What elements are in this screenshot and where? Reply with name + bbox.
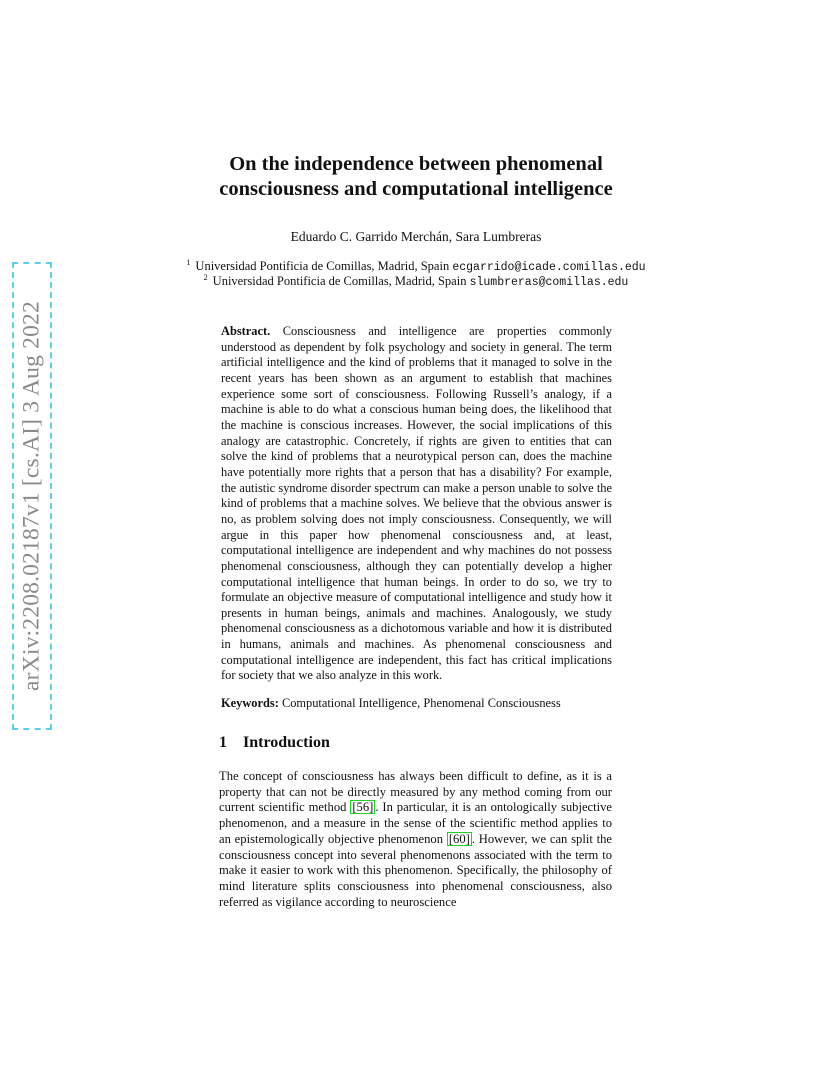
abstract-text: Consciousness and intelligence are properties commonly understood as dependent by folk psychology and society in general. The term artificial intelligence and the kind of problems that it managed to solve in the recent years has been shown as an argument to establish that machines experience some sort of consciousness. Following Russell’s analogy, if a machine is able to do what a conscious human being does, the likelihood that the machine is conscious increases. However, the social implications of this analogy are catastrophic. Concretely, if rights are given to entities that can solve the kind of problems that a neurotypical person can, does the machine have potentially more rights that a person that has a disability? For example, the autistic syndrome disorder spectrum can make a person unable to solve the kind of problems that a machine solves. We believe that the obvious answer is no, as problem solving does not imply consciousness. Consequently, we will argue in this paper how phenomenal consciousness and, at least, computational intelligence are independent and why machines do not possess phenomenal consciousness, although they can potentially develop a higher computational intelligence that human beings. In order to do so, we try to formulate an objective measure of computational intelligence and study how it presents in human beings, animals and machines. Analogously, we study phenomenal consciousness as a dichotomous variable and how it is distributed in humans, animals and machines. As phenomenal consciousness and computational intelligence are independent, this fact has critical implications for society that we also analyze in this work.	[221, 324, 612, 683]
paper-title	[150, 152, 682, 202]
section-title-text: Introduction	[243, 734, 330, 751]
citation-link[interactable]: [60]	[448, 831, 470, 846]
intro-text-3: . However, we can split the consciousness concept into several phenomenons associated with the term to make it easier to work with this phenomenon. Specifically, the philosophy of mind literature splits consciousness into phenomenal consciousness, also referred as vigilance according to neuroscience	[219, 831, 613, 909]
arxiv-identifier: arXiv:2208.02187v1 [cs.AI] 3 Aug 2022	[18, 301, 45, 691]
section-heading	[219, 734, 330, 752]
author-list: Eduardo C. Garrido Merchán, Sara Lumbreras	[290, 229, 542, 244]
affiliation-number: 1	[186, 258, 191, 267]
abstract-label: Abstract.	[221, 324, 271, 338]
section-number: 1	[219, 734, 227, 751]
affiliation-text: Universidad Pontificia de Comillas, Madrid, Spain	[212, 274, 467, 288]
email-link[interactable]: slumbreras@comillas.edu	[469, 276, 629, 289]
citation-link[interactable]: [56]	[352, 800, 374, 815]
arxiv-stamp	[12, 262, 52, 730]
affiliation-number: 2	[203, 273, 208, 282]
keywords	[221, 696, 612, 711]
affiliation-1	[150, 258, 682, 274]
intro-paragraph	[219, 769, 612, 910]
title-line-1: On the independence between phenomenal	[229, 153, 603, 175]
abstract	[221, 324, 612, 684]
title-line-2: consciousness and computational intelligence	[219, 178, 613, 200]
email-link[interactable]: ecgarrido@icade.comillas.edu	[452, 261, 646, 274]
affiliation-text: Universidad Pontificia de Comillas, Madrid, Spain	[195, 259, 450, 273]
keywords-text: Computational Intelligence, Phenomenal Consciousness	[281, 696, 561, 710]
intro-text-2: . In particular, it is an ontologically subjective phenomenon, and a measure in the sense of the scientific method applies to an epistemologically objective phenomenon	[219, 800, 613, 846]
keywords-label: Keywords:	[221, 696, 279, 710]
intro-text-1: The concept of consciousness has always been difficult to define, as it is a property that can not be directly measured by any method coming from our current scientific method	[219, 769, 612, 815]
affiliation-2	[150, 273, 682, 289]
